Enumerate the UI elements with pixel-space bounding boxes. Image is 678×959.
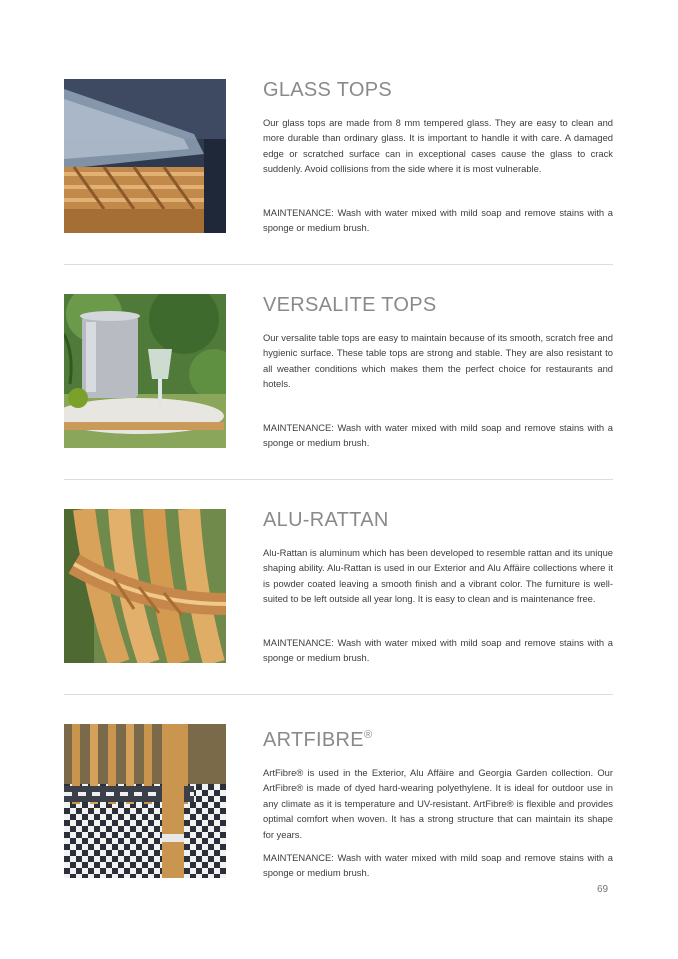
section-divider [64, 694, 613, 695]
section-divider [64, 264, 613, 265]
artfibre-chair-photo [64, 724, 226, 878]
maintenance-note: MAINTENANCE: Wash with water mixed with mild soap and remove stains with a sponge or medium brush. [263, 852, 613, 879]
artfibre-text [263, 724, 613, 879]
section-body: ArtFibre® is used in the Exterior, Alu Affäire and Georgia Garden collection. Our ArtFibre® is made of dyed hard-wearing polyethylene. It is ideal for outdoor use in any climate as it is temperature and UV-resistant. ArtFibre® is flexible and provides optimal comfort when woven. It has a strong structure that can maintain its shape for years. [263, 767, 613, 840]
maintenance-note: MAINTENANCE: Wash with water mixed with mild soap and remove stains with a sponge or medium brush. [263, 207, 613, 234]
versalite-tops-text [263, 294, 613, 449]
section-artfibre [64, 724, 613, 884]
section-title: ALU-RATTAN [263, 509, 389, 531]
glass-tops-text [263, 79, 613, 234]
section-body: Our glass tops are made from 8 mm tempered glass. They are easy to clean and more durable than ordinary glass. It is important to handle it with care. A damaged edge or scratched surface can in exceptional cases cause the glass to crack suddenly. Avoid collisions from the side where it is most vulnerable. [263, 117, 613, 175]
alu-rattan-text [263, 509, 613, 664]
alu-rattan-chair-photo [64, 509, 226, 663]
registered-mark: ® [363, 729, 373, 741]
section-versalite-tops [64, 294, 613, 454]
versalite-table-photo [64, 294, 226, 448]
section-divider [64, 479, 613, 480]
page-number: 69 [597, 884, 609, 895]
section-body: Our versalite table tops are easy to maintain because of its smooth, scratch free and hygienic surface. These table tops are strong and stable. They are also resistant to all weather conditions which makes them the perfect choice for restaurants and hotels. [263, 332, 613, 390]
maintenance-note: MAINTENANCE: Wash with water mixed with mild soap and remove stains with a sponge or medium brush. [263, 422, 613, 449]
section-title-text: ARTFIBRE [263, 729, 364, 751]
section-title: VERSALITE TOPS [263, 294, 437, 316]
section-alu-rattan [64, 509, 613, 669]
section-glass-tops [64, 79, 613, 239]
section-title [263, 724, 613, 751]
glass-top-table-photo [64, 79, 226, 233]
section-body: Alu-Rattan is aluminum which has been developed to resemble rattan and its unique shaping ability. Alu-Rattan is used in our Exterior and Alu Affäire collections where it is powder coated leaving a smooth finish and a vibrant color. The furniture is well-suited to be left outside all year long. It is easy to clean and is maintenance free. [263, 547, 613, 605]
maintenance-note: MAINTENANCE: Wash with water mixed with mild soap and remove stains with a sponge or medium brush. [263, 637, 613, 664]
section-title: GLASS TOPS [263, 79, 392, 101]
